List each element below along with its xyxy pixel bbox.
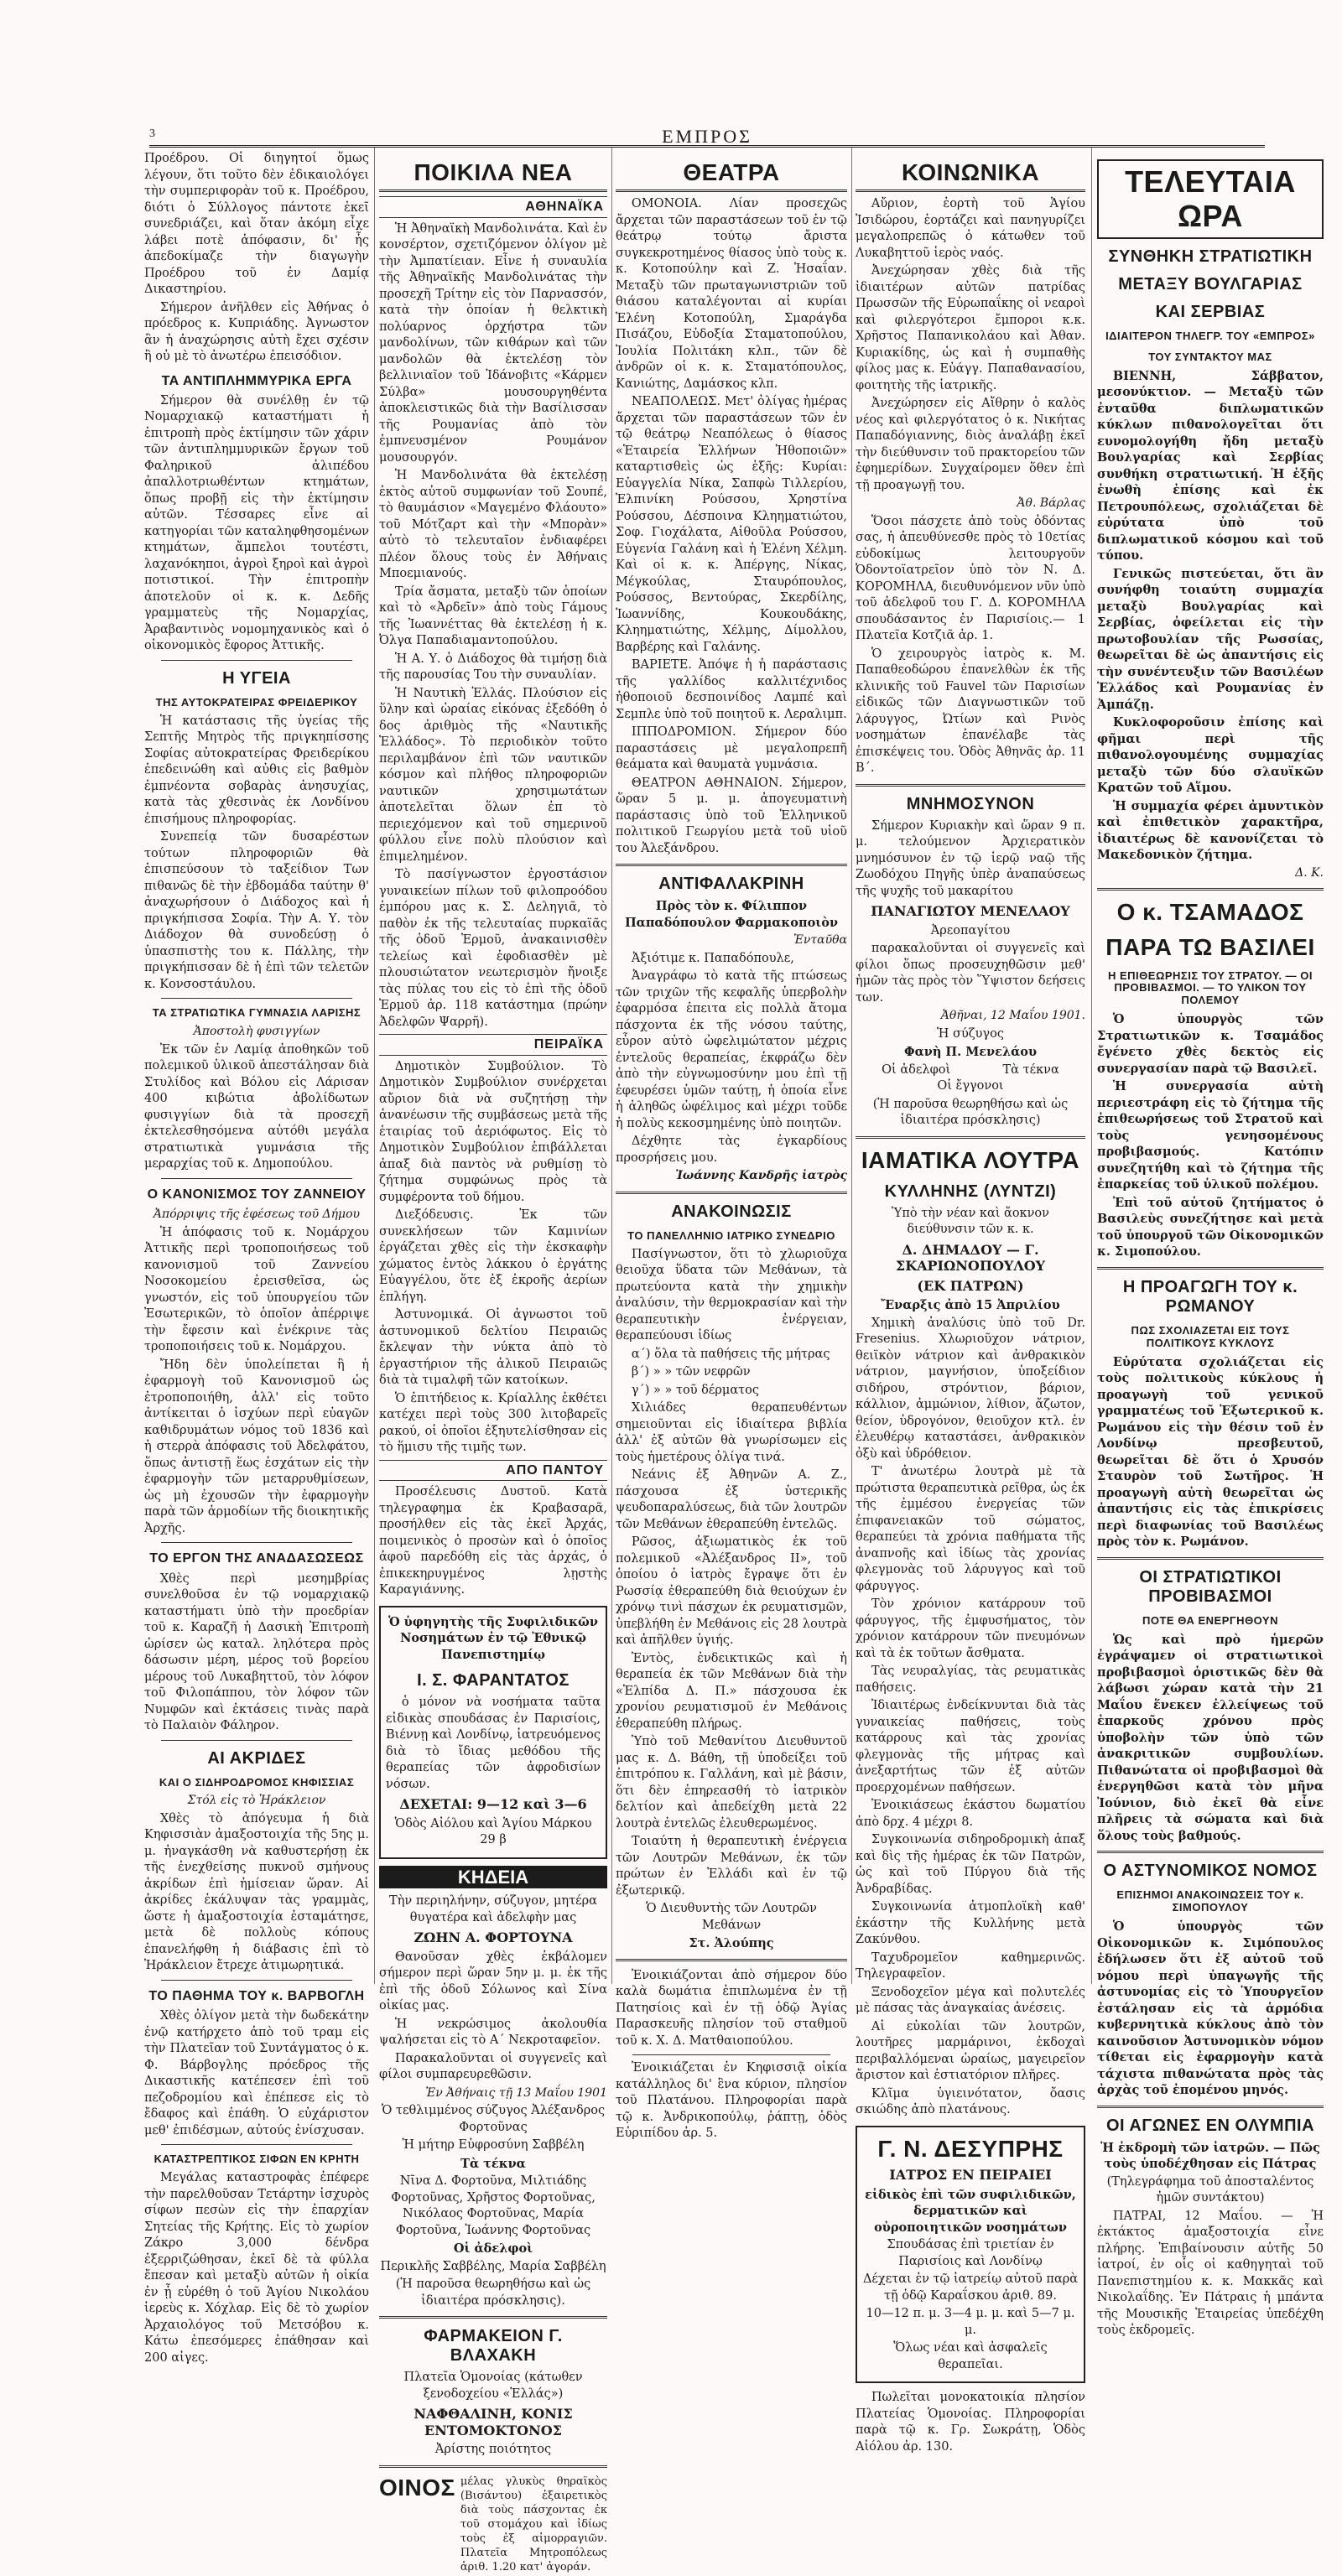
section-label: ΑΠΟ ΠΑΝΤΟΥ — [379, 1460, 607, 1482]
article-paragraph: Σήμερον θὰ συνέλθῃ ἐν τῷ Νομαρχιακῷ καταστήματι ἡ ἐπιτροπὴ πρὸς ἐκτίμησιν τῶν χάριν τῶν ἀντιπλημμυρικῶν ἔργων τοῦ Φαληρικοῦ ἀλιπέδου ἀπαλλοτριωθέντων κτημάτων, ὅπως προβῇ εἰς τὴν ἐκτίμησιν αὐτῶν. Τέσσαρες εἶνε αἱ κατηγορίαι τῶν καταληφθησομένων κτημάτων, ἄμπελοι τουτέστι, λαχανόκηποι, ἀγροὶ ξηροὶ καὶ ἀγροὶ ποτιστικοί. Τὴν ἐπιτροπὴν ἀποτελοῦν οἱ κ. κ. Δεδῆς γραμματεὺς τῆς Νομαρχίας, Ἀραβαντινὸς νομομηχανικὸς καὶ ὁ οἰκονομικὸς ἔφορος Ἀττικῆς. — [144, 393, 369, 653]
article-paragraph: Ὁ χειρουργὸς ἰατρὸς κ. Μ. Παπαθεοδώρου ἐπανελθὼν ἐκ τῆς κλινικῆς τοῦ Fauvel τῶν Παρισίων εἰδικῶς τῶν Διαγνωστικῶν τοῦ λάρυγγος, Ὠτίων καὶ Ρινὸς νοσημάτων ἐπανέλαβε τὰς ἐπισκέψεις του. Ὁδὸς Ἀθηνᾶς ἀρ. 11 Β΄. — [856, 647, 1085, 776]
divider — [1097, 1851, 1324, 1853]
article-paragraph: ΒΙΕΝΝΗ, Σάββατον, μεσονύκτιον. — Μεταξὺ τῶν ἐνταῦθα διπλωματικῶν κύκλων πιθανολογεῖται ὅτι ευνομολογήθη ἤδη μεταξὺ Βουλγαρίας καὶ Σερβίας συνθήκη στρατιωτική. Ἡ ἐξῆς ἐνωθὴ ἐπίσης καὶ ἐκ Πετρουπόλεως, σχολιάζεται δὲ εὐρύτατα ὑπὸ τοῦ διπλωματικοῦ κόσμου καὶ τοῦ τύπου. — [1097, 368, 1324, 564]
ad-headline: ΚΥΛΛΗΝΗΣ (ΛΥΝΤΖΙ) — [884, 1182, 1057, 1201]
funeral-text: Ἡ νεκρώσιμος ἀκολουθία ψαλήσεται εἰς τὸ Α΄ Νεκροταφεῖον. — [379, 2017, 607, 2048]
signature: Ἀθ. Βάρλας — [1017, 496, 1085, 511]
subheadline: ΠΩΣ ΣΧΟΛΙΑΖΕΤΑΙ ΕΙΣ ΤΟΥΣ ΠΟΛΙΤΙΚΟΥΣ ΚΥΚΛΟΥΣ — [1131, 1323, 1290, 1349]
ad-text: εἰδικὸς ἐπὶ τῶν συφιλιδικῶν, δερματικῶν καὶ οὐροποιητικῶν νοσημάτων — [865, 2187, 1076, 2235]
article-paragraph: Χθὲς περὶ μεσημβρίας συνελθοῦσα ἐν τῷ νομαρχιακῷ καταστήματι ὑπὸ τὴν προεδρίαν τοῦ κ. Καραζῆ ἡ Δασικὴ Ἐπιτροπὴ ὡρίσεν ὡς καταλ. ληλότερα πρὸς δάσωσιν μέρη, μέρος τοῦ βορείου μέρους τοῦ Λυκαβηττοῦ, τὸν λόφον τοῦ Φιλοπάππου, τὸν λόφον τῶν Νυμφῶν καὶ ἐκτάσεις τινὰς παρὰ τὸ Παλαιὸν Φάληρον. — [144, 1571, 369, 1733]
article-paragraph: ΠΑΤΡΑΙ, 12 Μαΐου. — Ἡ ἐκτάκτος ἀμαξοστοιχία εἶνε πλήρης. Ἐπιβαίνουσιν αὐτῆς 50 ἰατροί, ἐν οἷς οἱ καθηγηταὶ τοῦ Πανεπιστημίου κ. κ. Μακκᾶς καὶ Νικολαΐδης. Ἐν Πάτραις ἡ μπάντα τῆς Μουσικῆς Ἑταιρείας ὑπεδέχθη τοὺς ἐκδρομεῖς. — [1097, 2209, 1324, 2338]
memorial-text: Φανὴ Π. Μενελάου — [903, 1045, 1038, 1060]
article-paragraph: Νεάνις ἐξ Ἀθηνῶν Α. Ζ., πάσχουσα ἐξ ὑστερικῆς ψευδοπαραλύσεως, διὰ τῶν λουτρῶν τῶν Μεθάνων ἐθεραπεύθη ἐντελῶς. — [616, 1468, 847, 1531]
article-paragraph: Ἀνεχώρησεν εἰς Αἴθρην ὁ καλὸς νέος καὶ φιλεργότατος ὁ κ. Νικήτας Παπαδόγιαννης, διὸς ἀναλάβῃ ἐκεῖ τὴν διεύθυνσιν τοῦ πρακτορείου τῶν ἐφημερίδων. Συγχαίρομεν ὅθεν ἐπὶ τῇ προαγωγῇ του. — [856, 397, 1085, 492]
newspaper-title: ΕΜΠΡΟΣ — [662, 126, 752, 147]
article-paragraph: ΒΑΡΙΕΤΕ. Ἀπόψε ἡ ἡ παράστασις τῆς γαλλίδος καλλιτέχνιδος ἠθοποιοῦ δεσποινίδος Λαμπέ καὶ Σεμπλε ὑπὸ τοῦ ποιητοῦ κ. Λεραλιμπ. — [616, 658, 847, 721]
article-paragraph: ΝΕΑΠΟΛΕΩΣ. Μετ' ὀλίγας ἡμέρας ἄρχεται τῶν παραστάσεων τῶν ἐν τῷ θεάτρῳ Νεαπόλεως ὁ θίασος «Ἑταιρεία Ἑλλήνων Ἠθοποιῶν» καταρτισθεὶς ὡς ἑξῆς: Κυρίαι: Εὐαγγελία Νίκα, Σαπφὼ Τιλλερίου, Ἑλπινίκη Ρούσσου, Χρηστίνα Ρούσσου, Δέσποινα Κληηματιώτου, Σοφ. Γιοχάλατα, Αἰθοῦλα Ρούσσου, Εὐγενία Γαλάνη καὶ ἡ Ἑλένη Χέλμη. Καὶ οἱ κ. κ. Ἀπέργης, Νίκας, Μέγκούλας, Σταυρόπουλος, Ρούσσος, Βεντούρας, Σκερδίλης, Ἰωαννίδης, Κουκουδάκης, Κληηματιώτης, Χέλμης, Δίμολλου, Βαρβέρης καὶ Γαλάνης. — [616, 395, 847, 654]
headline: ΑΝΑΚΟΙΝΩΣΙΣ — [671, 1202, 792, 1221]
article-paragraph: Διεξόδευσις. Ἐκ τῶν συνεκλήσεων τῶν Καμινίων ἐργάζεται χθὲς εἰς τὴν ἐκσκαφὴν χώματος ἐντὸς λάκκου ὁ ἐργάτης Εὐαγγέλου, ὅτε ἐξ ἐκροῆς ἀερίων ἐπλήγη. — [379, 1208, 607, 1304]
section-label: ΠΕΙΡΑΪΚΑ — [379, 1034, 607, 1056]
ad-text: (ΕΚ ΠΑΤΡΩΝ) — [917, 1277, 1024, 1294]
ad-hours: ΔΕΧΕΤΑΙ: 9—12 καὶ 3—6 — [399, 1796, 587, 1813]
classified-ad: Πωλεῖται μονοκατοικία πλησίον Πλατείας Ὁμονοίας. Πληροφορίαι παρὰ τῷ κ. Γρ. Σωκράτῃ, Ὁδὸς Αἰόλου ἀρ. 130. — [856, 2391, 1085, 2454]
funeral-text: Παρακαλοῦνται οἱ συγγενεῖς καὶ φίλοι συμπαρευρεθῶσιν. — [379, 2051, 607, 2082]
headline: ΟΙ ΑΓΩΝΕΣ ΕΝ ΟΛΥΜΠΙΑ — [1105, 2116, 1315, 2135]
article-paragraph: Αὔριον, ἑορτὴ τοῦ Ἁγίου Ἰσιδώρου, ἑορτάζει καὶ πανηγυρίζει μεγαλοπρεπῶς ὁ κάτωθεν τοῦ Λυκαβηττοῦ ἱερὸς ναός. — [856, 197, 1085, 260]
column-2 — [379, 151, 607, 2573]
ad-text: Δ. ΔΗΜΑΔΟΥ — Γ. ΣΚΑΡΙΩΝΟΠΟΥΛΟΥ — [895, 1241, 1046, 1275]
column-rule — [1091, 148, 1092, 1984]
funeral-text: Θανοῦσαν χθὲς ἐκβάλομεν σήμερον περὶ ὥραν 5ην μ. μ. ἐκ τῆς ἐπὶ τῆς ὁδοῦ Σόλωνος καὶ Σίνα οἰκίας μας. — [379, 1950, 607, 2013]
subheadline: Στόλ εἰς τὸ Ἡράκλειον — [187, 1794, 326, 1808]
memorial-text: Ἡ σύζυγος — [937, 1026, 1004, 1041]
article-paragraph: Προέδρου. Οἱ διηγητοί ὅμως λέγουν, ὅτι τοῦτο δὲν ἐδικαιολόγει τὴν συμπεριφορὰν τοῦ κ. Προέδρου, διότι ὁ Σύλλογος πάντοτε ἐκεῖ συνεδριάζει, καὶ ὅταν ἀκόμη εἶχε λάβει ποτὲ ἀπόφασιν, δι' ἧς ἀπεδοκίμαζε τὴν διαγωγὴν Προέδρου τοῦ ἐν Δαμίᾳ Δικαστηρίου. — [144, 152, 369, 296]
memorial-text: (Ἡ παροῦσα θεωρηθήσω καὶ ὡς ἰδιαιτέρα πρόσκλησις) — [872, 1097, 1069, 1128]
ad-text: Ἀρίστης ποιότητος — [434, 2443, 552, 2457]
subheadline: Η ΕΠΙΘΕΩΡΗΣΙΣ ΤΟΥ ΣΤΡΑΤΟΥ. — ΟΙ ΠΡΟΒΙΒΑΣΜΟΙ. — ΤΟ ΥΛΙΚΟΝ ΤΟΥ ΠΟΛΕΜΟΥ — [1107, 969, 1313, 1007]
article-paragraph: Ὅσοι πάσχετε ἀπὸ τοὺς ὀδόντας σας, ἡ ἀπευθύνεσθε πρὸς τὸ 10ετίας εὐδοκίμως λειτουργοῦν Ὀδοντοϊατρεῖον ὑπὸ τὸν Ν. Δ. ΚΟΡΟΜΗΛΑ, διευθυνόμενον νῦν ὑπὸ τοῦ ἀδελφοῦ του Γ. Δ. ΚΟΡΟΜΗΛΑ σπουδάσαντος ἐν Παρισίοις.— 1 Πλατεῖα Κοτζιᾶ ἀρ. 1. — [856, 514, 1085, 643]
column-1 — [144, 151, 369, 2365]
headline: ΚΑΙ ΣΕΡΒΙΑΣ — [1155, 302, 1266, 321]
headline: ΤΟ ΠΑΘΗΜΑ ΤΟΥ κ. ΒΑΡΒΟΓΛΗ — [148, 1988, 365, 2003]
article-paragraph: Ὁ ὑπουργὸς τῶν Οἰκονομικῶν κ. Σιμόπουλος ἐδήλωσεν ὅτι ἐξ αὐτοῦ τοῦ νόμου περὶ ὑπαγωγῆς τῆς ἀστυνομίας εἰς τὸ Ὑπουργεῖον ἐστάλησαν εἰς τὰ ἁρμόδια κυβερνητικὰ κύκλους ἀπὸ τὸν καινοῦσιον Ἀστυνομικὸν νόμον τίθεται εἰς ἐφαρμογὴν κατὰ τάχιστα πιθανώτατα πρὸς τὰς ἀρχὰς τοῦ ἐπομένου μηνός. — [1097, 1919, 1324, 2098]
article-paragraph: Ἡ Α. Υ. ὁ Διάδοχος θὰ τιμήσῃ διὰ τῆς παρουσίας Του τὴν συναυλίαν. — [379, 652, 607, 683]
ad-text: Ταχυδρομεῖον καθημερινῶς. Τηλεγραφεῖον. — [856, 1950, 1085, 1981]
headline: ΑΙ ΑΚΡΙΔΕΣ — [207, 1748, 306, 1768]
funeral-text: Τὴν περιηλήνην, σύζυγον, μητέρα θυγατέρα καὶ ἀδελφὴν μας — [389, 1894, 597, 1924]
funeral-text: Περικλῆς Σαββέλης, Μαρία Σαββέλη — [380, 2259, 606, 2273]
divider — [1097, 1267, 1324, 1270]
divider — [856, 784, 1085, 787]
article-paragraph: Τρία ἄσματα, μεταξὺ τῶν ὁποίων καὶ τὸ «Ἀρδεῖν» ἀπὸ τοὺς Γάμους τῆς Ἰωαννέττας θὰ ἐκτελέσῃ ἡ κ. Ὀλγα Παπαδιαμαντοπούλου. — [379, 584, 607, 648]
funeral-text: (Ἡ παροῦσα θεωρηθήσω καὶ ὡς ἰδιαιτέρα πρόσκλησις). — [395, 2277, 591, 2308]
divider — [161, 998, 352, 999]
funeral-text: Τὰ τέκνα — [460, 2156, 526, 2171]
ad-headline: ΙΑΜΑΤΙΚΑ ΛΟΥΤΡΑ — [861, 1146, 1080, 1173]
masthead — [149, 126, 1265, 148]
article-paragraph: Ἀνεχώρησαν χθὲς διὰ τῆς ἰδιαιτέρων αὐτῶν πατρίδας Πρωσσῶν τῆς Εὐρωπαΐκης οἱ νεαροὶ καὶ φιλεργότεροι ἔμποροι κ.κ. Χρῆστος Παπανικολάου καὶ Ἀθαν. Κυριακίδης, ὡς καὶ ἡ συμπαθὴς φίλος μας κ. Εὐάγγ. Παπαθανασίου, φοιτητὴς τῆς ἰατρικῆς. — [856, 264, 1085, 392]
headline-sub: ΤΟ ΠΑΝΕΛΛΗΝΙΟ ΙΑΤΡΙΚΟ ΣΥΝΕΔΡΙΟ — [627, 1228, 835, 1242]
divider — [1097, 2106, 1324, 2108]
ad-text: ΙΑΤΡΟΣ ΕΝ ΠΕΙΡΑΙΕΙ — [889, 2167, 1052, 2184]
signature: Ἰωάννης Κανδρῆς ἰατρὸς — [675, 1169, 847, 1183]
column-rule — [374, 148, 375, 1984]
article-paragraph: Κυκλοφοροῦσιν ἐπίσης καὶ φῆμαι περὶ τῆς πιθανολογουμένης συμμαχίας μεταξὺ τῶν δύο σλαυϊκῶν Κρατῶν τοῦ Αἵμου. — [1097, 715, 1324, 796]
funeral-date: Ἐν Ἀθήναις τῇ 13 Μαΐου 1901 — [425, 2085, 607, 2100]
headline: ΑΝΤΙΦΑΛΑΚΡΙΝΗ — [658, 875, 804, 894]
divider — [161, 660, 352, 661]
section-label: ΑΘΗΝΑΪΚΑ — [379, 196, 607, 218]
article-paragraph: Γενικῶς πιστεύεται, ὅτι ἂν συνήφθη τοιαύτη συμμαχία μεταξὺ Βουλγαρίας καὶ Σερβίας, ὀφείλεται εἰς τὴν πρωτοβουλίαν τῆς Ρωσσίας, θεωρεῖται δὲ ὡς ἀπαντήσις εἰς τὴν συνέντευξιν τῶν Βασιλέων Ἑλλάδος καὶ Ρουμανίας ἐν Ἀμπάζῃ. — [1097, 566, 1324, 712]
deceased-name: ΖΩΗΝ Α. ΦΟΡΤΟΥΝΑ — [414, 1929, 573, 1946]
ad-text: Τὸν χρόνιον κατάρρουν τοῦ φάρυγγος, τῆς ἐμφυσήματος, τὸν χρόνιον κατάρρουν τῶν πνευμόνων καὶ τὰ ἐκ τοῦτων ἄσθματα. — [856, 1597, 1085, 1660]
ad-headline: Ι. Σ. ΦΑΡΑΝΤΑΤΟΣ — [417, 1671, 570, 1690]
divider — [1097, 888, 1324, 891]
column-rule — [611, 148, 612, 1984]
ad-text: Τὰς νευραλγίας, τὰς ρευματικὰς παθήσεις. — [856, 1665, 1085, 1695]
classified-ad: Ἐνοικιάζεται ἐν Κηφισσιᾷ οἰκία κατάλληλος δι' ἓνα κύριον, πλησίον τοῦ Πλατάνου. Πληροφορίαι παρὰ τῷ κ. Ἀνδρικοπούλῳ, ῥάπτῃ, ὁδὸς Εὐριπίδου ἀρ. 5. — [616, 2061, 847, 2141]
article-paragraph: Συνεπείᾳ τῶν δυσαρέστων τούτων πληροφοριῶν θὰ ἐπισπεύσουν τὸ ταξείδιον Των πιθανῶς δὲ τὴν ἑβδομάδα ταύτην θ' ἀναχωρήσουν ὁ Διάδοχος καὶ ἡ πριγκήπισσα Σοφία. Τὴν Α. Υ. τὸν Διάδοχον θὰ συνοδεύσῃ ὁ ὑπασπιστὴς του κ. Πάλλης, τὴν πριγκήπισσαν δὲ ἡ ἐπὶ τῶν τελετῶν κ. Κονσοστάυλου. — [144, 830, 369, 991]
ad-text: ὁ μόνον νὰ νοσήματα ταῦτα εἰδικὰς σπουδάσας ἐν Παρισίοις, Βιέννῃ καὶ Λονδίνῳ, ἰατρευόμενος διὰ τὸ ἴδιας μεθόδου τῆς θεραπείας τῶν ἀφροδισίων νόσων. — [386, 1696, 601, 1791]
list-item: α΄) ὅλα τὰ παθήσεις τῆς μήτρας — [631, 1347, 830, 1361]
signature: Ὁ Διευθυντὴς τῶν Λουτρῶν Μεθάνων — [646, 1902, 817, 1932]
article-paragraph: Ρῶσος, ἀξιωματικὸς ἐκ τοῦ πολεμικοῦ «Ἀλέξανδρος ΙΙ», τοῦ ὁποίου ὁ ἰατρὸς ἔγραψε ὅτι ἐν Ρωσσίᾳ ἐθεραπεύθη διὰ θειούχων ἐν χρόνῳ τινὶ πάσχων ἐκ ρευματισμῶν, ὑπεβλήθη ἐν Μεθάνοις εἰς 28 λουτρὰ καὶ ἀπῆλθεν ὑγιής. — [616, 1535, 847, 1648]
ad-text: Δέχεται ἐν τῷ ἰατρείῳ αὐτοῦ παρὰ τῇ ὁδῷ Καραΐσκου ἀριθ. 89. — [862, 2272, 1079, 2303]
subheadline: Ἐνταῦθα — [793, 933, 847, 948]
article-paragraph: Δέχθητε τὰς ἐγκαρδίους προσρήσεις μου. — [616, 1135, 847, 1165]
ad-headline: Γ. Ν. ΔΕΣΥΠΡΗΣ — [877, 2135, 1064, 2162]
article-paragraph: Ἐκ τῶν ἐν Λαμίᾳ ἀποθηκῶν τοῦ πολεμικοῦ ὑλικοῦ ἀπεστάλησαν διὰ Στυλίδος καὶ Βόλου εἰς Λάρισαν 400 κιβώτια ἀβολίδωτων φυσιγγίων διὰ τὰ προσεχῆ ἐκτελεσθησόμενα αὐτόθι μεγάλα στρατιωτικὰ γυμνάσια τῆς μεραρχίας τοῦ κ. Δημοπούλου. — [144, 1042, 369, 1171]
subheadline: ΤΟΥ ΣΥΝΤΑΚΤΟΥ ΜΑΣ — [1148, 350, 1272, 363]
divider — [161, 2144, 352, 2145]
memorial-text: Οἱ ἀδελφοὶ — [882, 1062, 951, 1077]
headline: Ο ΚΑΝΟΝΙΣΜΟΣ ΤΟΥ ΖΑΝΝΕΙΟΥ — [147, 1187, 367, 1202]
column-rule — [851, 148, 852, 1984]
headline: Ο ΑΣΤΥΝΟΜΙΚΟΣ ΝΟΜΟΣ — [1103, 1862, 1318, 1881]
subheadline: ΕΠΙΣΗΜΟΙ ΑΝΑΚΟΙΝΩΣΕΙΣ ΤΟΥ κ. ΣΙΜΟΠΟΥΛΟΥ — [1116, 1888, 1304, 1914]
headline: ΠΑΡΑ ΤΩ ΒΑΣΙΛΕΙ — [1105, 934, 1315, 961]
article-paragraph: παρακαλοῦνται οἱ συγγενεῖς καὶ φίλοι ὅπως προσευχηθῶσιν μεθ' ἡμῶν τὰς πρὸς τὸν Ὕψιστον δεήσεις των. — [856, 942, 1085, 1005]
ad-text: Πλατεῖα Ὁμονοίας (κάτωθεν ξενοδοχείου «Ἑλλάς») — [403, 2371, 583, 2401]
funeral-text: Νῖνα Δ. Φορτοῦνα, Μιλτιάδης Φορτοῦνας, Χρῆστος Φορτοῦνας, Νικόλαος Φορτοῦνας, Μαρία Φορτοῦνα, Ἰωάννης Φορτοῦνας — [391, 2174, 596, 2237]
article-paragraph: Χιλιάδες θεραπευθέντων σημειοῦνται εἰς ἰδιαίτερα βιβλία ἀλλ' ἐξ αὐτῶν θὰ γνωρίσωμεν εἰς τοὺς ἡμετέρους ὀλίγα τινά. — [616, 1401, 847, 1464]
ad-text: ΝΑΦΘΑΛΙΝΗ, ΚΟΝΙΣ ΕΝΤΟΜΟΚΤΟΝΟΣ — [414, 2406, 573, 2438]
deceased-name: ΠΑΝΑΓΙΩΤΟΥ ΜΕΝΕΛΑΟΥ — [871, 903, 1070, 920]
article-paragraph: Ἡ Ἀθηναϊκὴ Μανδολινάτα. Καὶ ἐν κονσέρτον, σχετιζόμενον ὀλίγον μὲ τὴν Ἀμπατίειαν. Εἶνε ἡ συναυλία τῆς Ἀθηναϊκῆς Μανδολινάτας τὴν προσεχῆ Τρίτην εἰς τὸν Παρνασσόν, κατὰ τὴν ὁποίαν ἡ θελκτικὴ πολύαρνος ὀρχήστρα τῶν μανδολίνων, τῶν κιθάρων καὶ τῶν μανδολῶν θὰ ἐκτελέσῃ τὸν βελλινιαῖον τοῦ Ἰδάνοβιτς «Κάρμεν Σύλβα» μουσουργηθέντα ἀποκλειστικῶς διὰ τὴν Βασίλισσαν τῆς Ρουμανίας ἀπὸ τὸν ἐμπνευσμένον Ρουμάνον μουσουργόν. — [379, 221, 607, 465]
article-paragraph: Ἡ ἀπόφασις τοῦ κ. Νομάρχου Ἀττικῆς περὶ τροποποιήσεως τοῦ κανονισμοῦ τοῦ Ζαννείου Νοσοκομείου ἐρεισθεῖσα, ὡς γνωστόν, εἰς τοῦ ὑπουργείου τῶν Ἐσωτερικῶν, τὸ ὁποῖον ἀπέρριψε τὴν ἔφεσιν καὶ ἐνέκρινε τὰς τροποποιήσεις τοῦ κ. Νομάρχου. — [144, 1225, 369, 1354]
divider — [856, 1136, 1085, 1139]
ad-text: Αἱ εὐκολίαι τῶν λουτρῶν, λουτῆρες μαρμάρινοι, ἐκδοχαὶ περιβαλλόμεναι ὡραίως, μαγειρεῖον ἄριστον καὶ ἐστιατόριον πλῆρες. — [856, 2019, 1085, 2083]
signature: Δ. Κ. — [1295, 865, 1324, 880]
article-paragraph: Ἡ συνεργασία αὐτὴ περιεστράφη εἰς τὸ ζήτημα τῆς ἐπιθεωρήσεως τοῦ Στρατοῦ καὶ τοὺς γενησομένους προβιβασμούς. Κατόπιν συνεζητήθη καὶ τὸ ζήτημα τῆς ἐπαρκείας τοῦ ὑλικοῦ πολέμου. — [1097, 1079, 1324, 1192]
ad-text: μέλας γλυκὺς θηραϊκὸς (Βισάντου) ἐξαιρετικὸς διὰ τοὺς πάσχοντας ἐκ τοῦ στομάχου καὶ ἰδίως τοὺς ἐξ αἰμορραγιῶν. Πλατεῖα Μητροπόλεως ἀριθ. 1.20 κατ' ἀγοράν. — [460, 2475, 607, 2573]
article-paragraph: Προσέλευσις Δυστοῦ. Κατὰ τηλεγραφημα ἐκ Κραβασαρᾶ, προσήλθεν εἰς τὰς ἐκεῖ Ἀρχάς, ποιμενικὸς ὁ προσὼν καὶ ὁ ὁποῖος ἀφοῦ παρεδόθη εἰς τὰς ἀρχάς, ὁ ἐπικεκηρυγμένος λῃστὴς Καραγιάννης. — [379, 1485, 607, 1597]
subheadline: Ἀπόρριψις τῆς ἐφέσεως τοῦ Δήμου — [153, 1208, 361, 1222]
headline: ΤΑ ΑΝΤΙΠΛΗΜΜΥΡΙΚΑ ΕΡΓΑ — [161, 373, 352, 388]
article-paragraph: Ὁ ἐπιτήδειος κ. Κρίαλλης ἐκθέτει κατέχει περὶ τοὺς 300 λιτοβαρεῖς ρακού, οἱ ὁποῖοι ἐξηυτελίσθησαν εἰς τὸ ἥμισυ τῆς τιμῆς των. — [379, 1391, 607, 1455]
memorial-text: Τὰ τέκνα — [1002, 1062, 1059, 1077]
advertisement-box — [379, 1606, 607, 1859]
funeral-text: Ἡ μήτηρ Εὐφροσύνη Σαββέλη — [402, 2138, 585, 2153]
headline: ΣΥΝΘΗΚΗ ΣΤΡΑΤΙΩΤΙΚΗ — [1108, 247, 1313, 266]
divider — [161, 1740, 352, 1741]
subheadline: ΠΟΤΕ ΘΑ ΕΝΕΡΓΗΘΟΥΝ — [1142, 1613, 1278, 1627]
ad-text: 10—12 π. μ. 3—4 μ. μ. καὶ 5—7 μ. μ. — [866, 2307, 1075, 2337]
divider — [379, 2316, 607, 2319]
divider — [616, 864, 847, 866]
wine-ad — [379, 2475, 607, 2576]
column-3 — [616, 151, 847, 2141]
section-title: ΤΕΛΕΥΤΑΙΑ ΩΡΑ — [1097, 159, 1324, 239]
divider — [161, 1542, 352, 1543]
article-paragraph: Ἐντὸς, ἐνδεικτικῶς καὶ ἡ θεραπεία ἐκ τῶν Μεθάνων διὰ τὴν «Ἑλπίδα Δ. Π.» πάσχουσα ἐκ χρονίου ρευματισμοῦ ἐν Μεθάνοις ἐθεραπεύθη πλήρως. — [616, 1651, 847, 1731]
divider — [379, 2465, 607, 2468]
divider — [632, 2054, 830, 2055]
signature: Στ. Ἀλούπης — [689, 1936, 774, 1951]
ad-text: Χημικὴ ἀναλύσις ὑπὸ τοῦ Dr. Fresenius. Χλωριοῦχον νάτριον, θειϊκὸν νάτριον καὶ ἀνθρακικὸν νάτριον, μαγνήσιον, ὑποξείδιον σιδήρου, στρόντιον, βάριον, κάλλιον, ἀμμώνιον, λίθιον, ἄζωτον, θείον, ὑδρογόνον, θειοῦχον κτλ. ἐν ἐλευθέρῳ καταστάσει, ἀνθρακικὸν ὀξὺ καὶ ὑδρόθειον. — [856, 1316, 1085, 1461]
advertisement-box — [856, 2126, 1085, 2383]
article-paragraph: Ἡ συμμαχία φέρει ἀμυντικὸν καὶ ἐπιθετικὸν χαρακτῆρα, ἰδιαιτέρως δὲ κανονίζεται τὸ Μακεδονικὸν ζήτημα. — [1097, 798, 1324, 863]
article-paragraph: Ὡς καὶ πρὸ ἡμερῶν ἐγράψαμεν οἱ στρατιωτικοὶ προβιβασμοὶ ὁριστικῶς δὲν θὰ λάβωσι χώραν κατὰ τὴν 21 Μαΐου ἕνεκεν ἐλλείψεως τοῦ ἐπαρκοῦς χρόνου πρὸς ὑποβολὴν τῶν ὑπὸ τῶν ἀνακριτικῶν συμβουλίων. Πιθανώτατα οἱ προβιβασμοὶ θὰ ἐνεργηθῶσι κατὰ τὸν μῆνα Ἰούνιον, διὸ ἐκεῖ θὰ εἶνε πλῆρεις τὰ σώματα καὶ διὰ ὅλους τοὺς βαθμούς. — [1097, 1632, 1324, 1843]
article-paragraph: Χθὲς τὸ ἀπόγευμα ἡ διὰ Κηφισσιὰν ἀμαξοστοιχία τῆς 5ης μ. μ. ἠναγκάσθη νὰ καθυστερήσῃ ἐκ τῆς ἐνεχθείσης πυκνοῦ σμήνους ἀκρίδων ἐπὶ ἡμίσειαν ὥραν. Αἱ ἀκρίδες ἐκάλυψαν τὰς γραμμὰς, ὥστε ἡ ἀμαξοστοιχία ἐσταμάτησε, μετὰ δὲ πολλοὺς κόπους ἐπανελήφθη ἡ διάβασις ἐπὶ τὸ Ἡράκλειον ἔτρεχε ἀτιμωρητικά. — [144, 1811, 369, 1973]
section-title: ΠΟΙΚΙΛΑ ΝΕΑ — [379, 159, 607, 192]
headline: ΜΝΗΜΟΣΥΝΟΝ — [906, 794, 1035, 813]
headline: ΟΙ ΣΤΡΑΤΙΩΤΙΚΟΙ ΠΡΟΒΙΒΑΣΜΟΙ — [1139, 1567, 1282, 1606]
divider — [161, 1980, 352, 1981]
article-paragraph: Ὁ ὑπουργὸς τῶν Στρατιωτικῶν κ. Τσαμάδος ἔγένετο χθὲς δεκτὸς εἰς συνεργασίαν παρὰ τῷ Βασιλεῖ. — [1097, 1012, 1324, 1076]
page-number: 3 — [149, 127, 155, 140]
classified-ad: Ἐνοικιάζονται ἀπὸ σήμερον δύο καλὰ δωμάτια ἐπιπλωμένα ἐν τῇ Πατησίοις καὶ ἐν τῇ ὁδῷ Ἁγίας Παρασκευῆς πλησίον τοῦ σταθμοῦ τοῦ κ. Χ. Δ. Ματθαιοπούλου. — [616, 1968, 847, 2048]
ad-address: Ὁδὸς Αἰόλου καὶ Ἁγίου Μάρκου 29 β — [394, 1816, 592, 1847]
ad-text: Ἐνοικιάσεως ἑκάστου δωματίου ἀπὸ δρχ. 4 μέχρι 8. — [856, 1799, 1085, 1829]
article-paragraph: Χθὲς ὀλίγον μετὰ τὴν δωδεκάτην ἐνῷ κατήρχετο ἀπὸ τοῦ τραμ εἰς τὴν Πλατεῖαν τοῦ Συντάγματος ὁ κ. Φ. Βάρβογλης πρόεδρος τῆς Δικαστικῆς κατέπεσεν ἐπὶ τοῦ πεζοδρομίου καὶ ἐπέπεσε εἰς τὸ ἔδαφος καὶ ἐπάθη. Ὁ εὐχάριστον μεθ' ἐπιδέσμων, αὐτούς ἐνίσχυσαν. — [144, 2009, 369, 2137]
subheadline: Ἀποστολὴ φυσιγγίων — [193, 1025, 320, 1039]
article-paragraph: Τοιαύτη ἡ θεραπευτικὴ ἐνέργεια τῶν Λουτρῶν Μεθάνων, ἐκ τῶν πρώτων ἐν Ἑλλάδι καὶ ἐν τῷ ἐξωτερικῷ. — [616, 1835, 847, 1898]
article-paragraph: Σήμερον ἀνῆλθεν εἰς Ἀθήνας ὁ πρόεδρος κ. Κυπριάδης. Ἀγνωστον ἂν ἡ ἀναχώρησις αὐτὴ ἔχει σχέσιν ἢ οὐ μὲ τὸ ἀνωτέρω ἐπεισόδιον. — [144, 300, 369, 363]
headline: Ο κ. ΤΣΑΜΑΔΟΣ — [1116, 899, 1304, 926]
subheadline: ΙΔΙΑΙΤΕΡΟΝ ΤΗΛΕΓΡ. ΤΟΥ «ΕΜΠΡΟΣ» — [1105, 329, 1315, 342]
ad-text: Ξενοδοχεῖον μέγα καὶ πολυτελές μὲ πάσας τὰς ἀναγκαίας ἀνέσεις. — [856, 1985, 1085, 2016]
ad-text: Σπουδάσας ἐπὶ τριετίαν ἐν Παρισίοις καὶ Λονδίνῳ — [887, 2238, 1054, 2268]
article-paragraph: Ἡ Ναυτικὴ Ἑλλάς. Πλούσιον εἰς ὕλην καὶ ὡραίας εἰκόνας ἐξεδόθη ὁ δος ἀριθμὸς τῆς «Ναυτικῆς Ἑλλάδος». Τὸ περιοδικὸν τοῦτο περιλαμβάνον ἐπὶ τῶν ναυτικῶν κόσμον καὶ πλήθος πληροφοριῶν ναυτικῶν χρησιμωτάτων ἀποτελεῖται ὅλων ἐπ τὸ περιεχόμενον καὶ τοῦ σημερινοῦ φύλλου εἶνε πολὺ πλούσιον καὶ ἐπιμελημένον. — [379, 686, 607, 864]
article-paragraph: Μεγάλας καταστροφὰς ἐπέφερε τὴν παρελθοῦσαν Τετάρτην ἰσχυρὸς σίφων πεσὼν εἰς τὴν ἐπαρχίαν Σητείας τῆς Κρήτης. Εἰς τὸ χωρίον Ζάκρο 3,000 δένδρα ἐξερριζώθησαν, ἐκεῖ δὲ τὰ φύλλα ἔπεσαν καὶ μεταξὺ αὐτῶν ἡ οἰκία ἐν ᾗ εὑρέθη ὁ τοῦ Ἁγίου Νικολάου ἱερεὺς κ. Χόχλαρ. Εἰς δὲ τὸ χωρίον Ἀρχαιολόγος τοῦ Μετσόβου κ. Κάτω ἐπεσόμερες ἐπάθησαν καὶ 200 αἰγες. — [144, 2171, 369, 2365]
divider — [1097, 1557, 1324, 1560]
ad-text: Κλῖμα ὑγιεινότατον, ὄασις σκιώδης ἀπὸ πλατάνους. — [856, 2086, 1085, 2117]
ad-headline: ΟΙΝΟΣ — [379, 2474, 455, 2501]
ad-text: Ἰδιαιτέρως ἐνδείκνυνται διὰ τὰς γυναικείας παθήσεις, τοὺς κατάρρους καὶ τὰς χρονίας φλεγμονὰς τῆς μήτρας καὶ ἀνεξαρτήτως τῶν ἐξ αὐτῶν προερχομένων παθήσεων. — [856, 1699, 1085, 1794]
headline: Η ΥΓΕΙΑ — [222, 668, 291, 688]
section-title: ΚΟΙΝΩΝΙΚΑ — [856, 159, 1085, 192]
ad-text: Συγκοινωνία ἀτμοπλοϊκὴ καθ' ἑκάστην τῆς Κυλλήνης μετὰ Ζακύνθου. — [856, 1900, 1085, 1947]
headline: ΤΟ ΕΡΓΟΝ ΤΗΣ ΑΝΑΔΑΣΩΣΕΩΣ — [149, 1551, 364, 1566]
headline: ΤΑ ΣΤΡΑΤΙΩΤΙΚΑ ΓΥΜΝΑΣΙΑ ΛΑΡΙΣΗΣ — [152, 1006, 362, 1020]
article-paragraph: Ἡ κατάστασις τῆς ὑγείας τῆς Σεπτῆς Μητρὸς τῆς πριγκηπίσσης Σοφίας αὐτοκρατείρας Φρειδερίκου ἐπεδεινώθη καὶ αὐθις εἰς βαθμὸν ἐμπνέοντα σοβαρὰς ἀνησυχίας, κατὰ τὰς χθεσινὰς ἐκ Λονδίνου ἐπισήμους πληροφορίας. — [144, 714, 369, 826]
headline: Η ΠΡΟΑΓΩΓΗ ΤΟΥ κ. ΡΩΜΑΝΟΥ — [1122, 1277, 1298, 1316]
ad-text: Ὑπὸ τὴν νέαν καὶ ἄοκνον διεύθυνσιν τῶν κ. κ. — [892, 1206, 1049, 1237]
article-paragraph: Ἀναγράφω τὸ κατὰ τῆς πτώσεως τῶν τριχῶν τῆς κεφαλῆς ὑπερβολὴν ἐφαρμόσα ἐπειτα εἰς πολλὰ ἄτομα πάσχοντα ἐκ τῆς νόσου ταύτης, εὗρον αὐτὸ ὠφελιμώτατον μέχρις ἐντελοῦς θεραπείας, ἐκφράζω δὲν ἀπὸ τὴν εὐγνωμοσύνην μου ἐπὶ τῇ ἐφευρέσει ὑμῶν ταύτῃ, ἡ ὁποία εἶνε ἡ ἀληθῶς ὠφέλιμος καὶ μέχρι τοῦδε ἡ πολὺς κεκοσμημένης ὑπὸ ποιητῶν. — [616, 969, 847, 1130]
article-paragraph: Ἤδη δὲν ὑπολείπεται ἢ ἡ ἐφαρμογὴ τοῦ Κανονισμοῦ ὡς ἐτροποποιήθη, ἀλλ' εἰς τοῦτο ἀντίκειται ὁ ἰσχύων περὶ εὐαγῶν καθιδρυμάτων νόμος τοῦ 1836 καὶ ἡ στερρὰ ἀπόφασις τοῦ Ἀδελφάτου, ὅπως ἀντιστῇ ἕως ἐσχάτων εἰς τὴν ἐφαρμογὴν τῶν μεταρρυθμίσεων, ὡς μὴ ἐχουσῶν τὴν ἐφαρμογὴν παρὰ τῶν ἁρμοδίων τῆς διοικητικῆς Ἀρχῆς. — [144, 1358, 369, 1535]
ad-text: Τ' ἀνωτέρω λουτρὰ μὲ τὰ πρώτιστα θεραπευτικὰ ρεῖθρα, ὡς ἐκ τῆς ἐμμέσου ἐνεργείας τῶν ἐπιφανειακῶν τοῦ σώματος, θεραπεύει τὰ χρόνια παθήματα τῆς ἀναπνοῆς καὶ ἰδίως τὰς χρονίας φλεγμονὰς τοῦ λάρυγγος καὶ τοῦ φάρυγγος. — [856, 1465, 1085, 1593]
memorial-text: Οἱ ἔγγονοι — [937, 1079, 1004, 1093]
article-paragraph: Ἀξιότιμε κ. Παπαδόπουλε, — [631, 951, 794, 965]
list-item: β΄) » » τῶν νεφρῶν — [631, 1365, 751, 1379]
article-paragraph: Τὸ πασίγνωστον ἐργοστάσιον γυναικείων πίλων τοῦ φιλοπροόδου ἐμπόρου μας κ. Σ. Δεληγιᾶ, τὸ παθὸν ἐκ τῆς τελευταίας πυρκαϊᾶς τῆς ὁδοῦ Ἑρμοῦ, ἀνακαινισθὲν τελείως καὶ ἐφοδιασθὲν μὲ πλουσιώτατον νεωτερισμὸν ἤνοιξε τὰς πύλας του εἰς τὸ ἐπὶ τῆς ὁδοῦ Ἑρμοῦ ἀρ. 118 κατάστημα (πρώην Ἀδελφῶν Ψαρρῆ). — [379, 868, 607, 1029]
article-paragraph: Πασίγνωστον, ὅτι τὸ χλωριοῦχα θειοῦχα ὕδατα τῶν Μεθάνων, τὰ πρωτεύοντα κατὰ τὴν χημικὴν ἀναλύσιν, τὴν θερμοκρασίαν καὶ τὴν θεραπευτικὴν ἐνέργειαν, θεραπεύουσι ἰδίως — [616, 1247, 847, 1343]
ad-text: Ἔναρξις ἀπὸ 15 Ἀπριλίου — [881, 1298, 1060, 1313]
headline-sub: ΤΗΣ ΑΥΤΟΚΡΑΤΕΙΡΑΣ ΦΡΕΙΔΕΡΙΚΟΥ — [155, 695, 358, 709]
funeral-text: Ὁ τεθλιμμένος σύζυγος Ἀλέξανδρος Φορτοῦνας — [381, 2104, 606, 2134]
article-paragraph: Ἐπὶ τοῦ αὐτοῦ ζητήματος ὁ Βασιλεὺς συνεζήτησε καὶ μετὰ τοῦ ὑπουργοῦ τῶν Οἰκονομικῶν κ. Σιμοπούλου. — [1097, 1195, 1324, 1259]
ad-headline: ΦΑΡΜΑΚΕΙΟΝ Γ. ΒΛΑΧΑΚΗ — [424, 2327, 563, 2366]
article-paragraph: Ἡ Μανδολινάτα θὰ ἐκτελέσῃ ἐκτὸς αὐτοῦ συμφωνίαν τοῦ Σουπέ, τὸ θαυμάσιον «Μαγεμένο Φλάουτο» τοῦ Μότζαρτ καὶ τὴν «Μπορὰν» αὐτὸ τὸ τελευταῖον ἐνδιαφέρει πλέον ὅλους τοὺς ἐν Ἀθήναις Μποεμιανούς. — [379, 469, 607, 581]
funeral-text: Οἱ ἀδελφοὶ — [453, 2241, 533, 2257]
headline-sub: ΚΑΙ Ο ΣΙΔΗΡΟΔΡΟΜΟΣ ΚΗΦΙΣΣΙΑΣ — [159, 1775, 355, 1789]
section-title: ΘΕΑΤΡΑ — [616, 159, 847, 192]
column-4 — [856, 151, 1085, 2454]
article-paragraph: Ἀρεοπαγίτου — [930, 923, 1011, 937]
divider — [616, 1959, 847, 1961]
memorial-row — [856, 1062, 1085, 1079]
funeral-heading: ΚΗΔΕΙΑ — [379, 1866, 607, 1889]
ad-text: Ὁ ὑφηγητὴς τῆς Συφιλιδικῶν Νοσημάτων ἐν τῷ Ἐθνικῷ Πανεπιστημίῳ — [388, 1614, 598, 1662]
column-5 — [1097, 151, 1324, 2338]
article-paragraph: Δημοτικὸν Συμβούλιον. Τὸ Δημοτικὸν Συμβούλιον συνέρχεται αὔριον διὰ νὰ συζητήσῃ τὴν ἀνανέωσιν τῆς συμβάσεως μετὰ τῆς ἑταιρίας τοῦ ἀεριόφωτος. Εἰς τὸ Δημοτικὸν Συμβούλιον ἐπιβάλλεται ἀπαξ διὰ παντὸς νὰ ρυθμίσῃ τὸ ζήτημα συμφώνως πρὸς τὰ συμφέροντα τοῦ δήμου. — [379, 1059, 607, 1204]
ad-text: Ὅλως νέαι καὶ ἀσφαλεῖς θεραπεῖαι. — [893, 2341, 1048, 2371]
divider — [616, 1192, 847, 1194]
subheadline: Ἡ ἐκδρομὴ τῶν ἰατρῶν. — Πῶς τοὺς ὑποδέχθησαν εἰς Πάτρας — [1100, 2140, 1320, 2172]
headline: ΜΕΤΑΞΥ ΒΟΥΛΓΑΡΙΑΣ — [1118, 274, 1303, 293]
article-paragraph: Σήμερον Κυριακὴν καὶ ὥραν 9 π. μ. τελούμενον Ἀρχιερατικὸν μνημόσυνον ἐν τῷ ἱερῷ ναῷ τῆς Ζωοδόχου Πηγῆς ὑπὲρ ἀναπαύσεως τῆς ψυχῆς τοῦ μακαρίτου — [856, 818, 1085, 898]
article-paragraph: ΟΜΟΝΟΙΑ. Λίαν προσεχῶς ἄρχεται τῶν παραστάσεων τοῦ ἐν τῷ θεάτρῳ τούτῳ ἄριστα συγκεκροτημένος θίασος ὑπὸ τοὺς κ. κ. Κοτοπούλην καὶ Ζ. Ἠσαΐαν. Μεταξὺ τῶν πρωταγωνιστριῶν τοῦ θιάσου καταλέγονται αἱ κυρίαι Ἑλένη Κοτοπούλη, Σμαράγδα Πισάζου, Εὐδοξία Σταματοπούλου, Ἰουλία Πολιτάκη κλπ., τῶν δὲ ἀνδρῶν οἱ κ. κ. Σταματόπουλος, Κανιώτης, Δαμάσκος κλπ. — [616, 197, 847, 391]
divider — [161, 1178, 352, 1179]
article-paragraph: Ἀστυνομικά. Οἱ ἀγνωστοι τοῦ ἀστυνομικοῦ δελτίου Πειραιῶς ἔκλεψαν τὴν νύκτα ἀπὸ τὸ ἐργαστήριον τῆς ἀλικοῦ Πειραιῶς διὰ τὰ τιμαλφῆ τῶν κατοίκων. — [379, 1308, 607, 1388]
subheadline: Πρὸς τὸν κ. Φίλιππον Παπαδόπουλον Φαρμακοποιὸν — [624, 899, 839, 930]
article-paragraph: Ὑπὸ τοῦ Μεθανίτου Διευθυντοῦ μας κ. Δ. Βάθη, τῇ ὑποδείξει τοῦ ἐπιτρόπου κ. Γαλλάνη, καὶ μὲ βάσιν, ὅτι δὲν ἐπηρεασθή τὸ ἰατρικὸν δελτίον καὶ ἀπεδείχθη μετὰ 22 λουτρὰ ἐντελῶς ἐλευθερωμένος. — [616, 1735, 847, 1831]
memorial-date: Ἀθῆναι, 12 Μαΐου 1901. — [940, 1009, 1085, 1023]
article-paragraph: ΙΠΠΟΔΡΟΜΙΟΝ. Σήμερον δύο παραστάσεις μὲ μεγαλοπρεπῆ θεάματα καὶ θαυματὰ γυμνάσια. — [616, 725, 847, 772]
headline: ΚΑΤΑΣΤΡΕΠΤΙΚΟΣ ΣΙΦΩΝ ΕΝ ΚΡΗΤΗ — [153, 2153, 360, 2166]
list-item: γ΄) » » τοῦ δέρματος — [631, 1383, 760, 1397]
ad-text: Συγκοινωνία σιδηροδρομικὴ ἁπαξ καὶ δὶς τῆς ἡμέρας ἐκ τῶν Πατρῶν, ὡς καὶ τοῦ Πύργου διὰ τῆς Ἀνδραβίδας. — [856, 1833, 1085, 1896]
article-paragraph: ΘΕΑΤΡΟΝ ΑΘΗΝΑΙΟΝ. Σήμερον, ὥραν 5 μ. μ. ἀπογευματινὴ παράστασις ὑπὸ τοῦ Ἑλληνικοῦ πολιτικοῦ Γεωργίου μετὰ τοῦ υἱοῦ του Ἀλεξάνδρου. — [616, 776, 847, 855]
article-paragraph: Εὐρύτατα σχολιάζεται εἰς τοὺς πολιτικοὺς κύκλους ἡ προαγωγὴ τοῦ γενικοῦ γραμματέως τοῦ Ἐξωτερικοῦ κ. Ρωμάνου εἰς τὴν θέσιν τοῦ ἐν Λονδίνῳ πρεσβευτοῦ, θεωρεῖται δὲ ὅτι ὁ Χρυσόν Σταυρὸν τοῦ Σωτῆρος. Ἡ προαγωγὴ αὐτὴ θεωρεῖται ὡς ἀπαντήσις εἰς τὰς ἐπικρίσεις περὶ διαφωνίας τοῦ Βασιλέως πρὸς τὸν κ. Ρωμάνον. — [1097, 1354, 1324, 1550]
subheadline: (Τηλεγράφημα τοῦ ἀποσταλέντος ἡμῶν συντάκτου) — [1106, 2174, 1314, 2205]
